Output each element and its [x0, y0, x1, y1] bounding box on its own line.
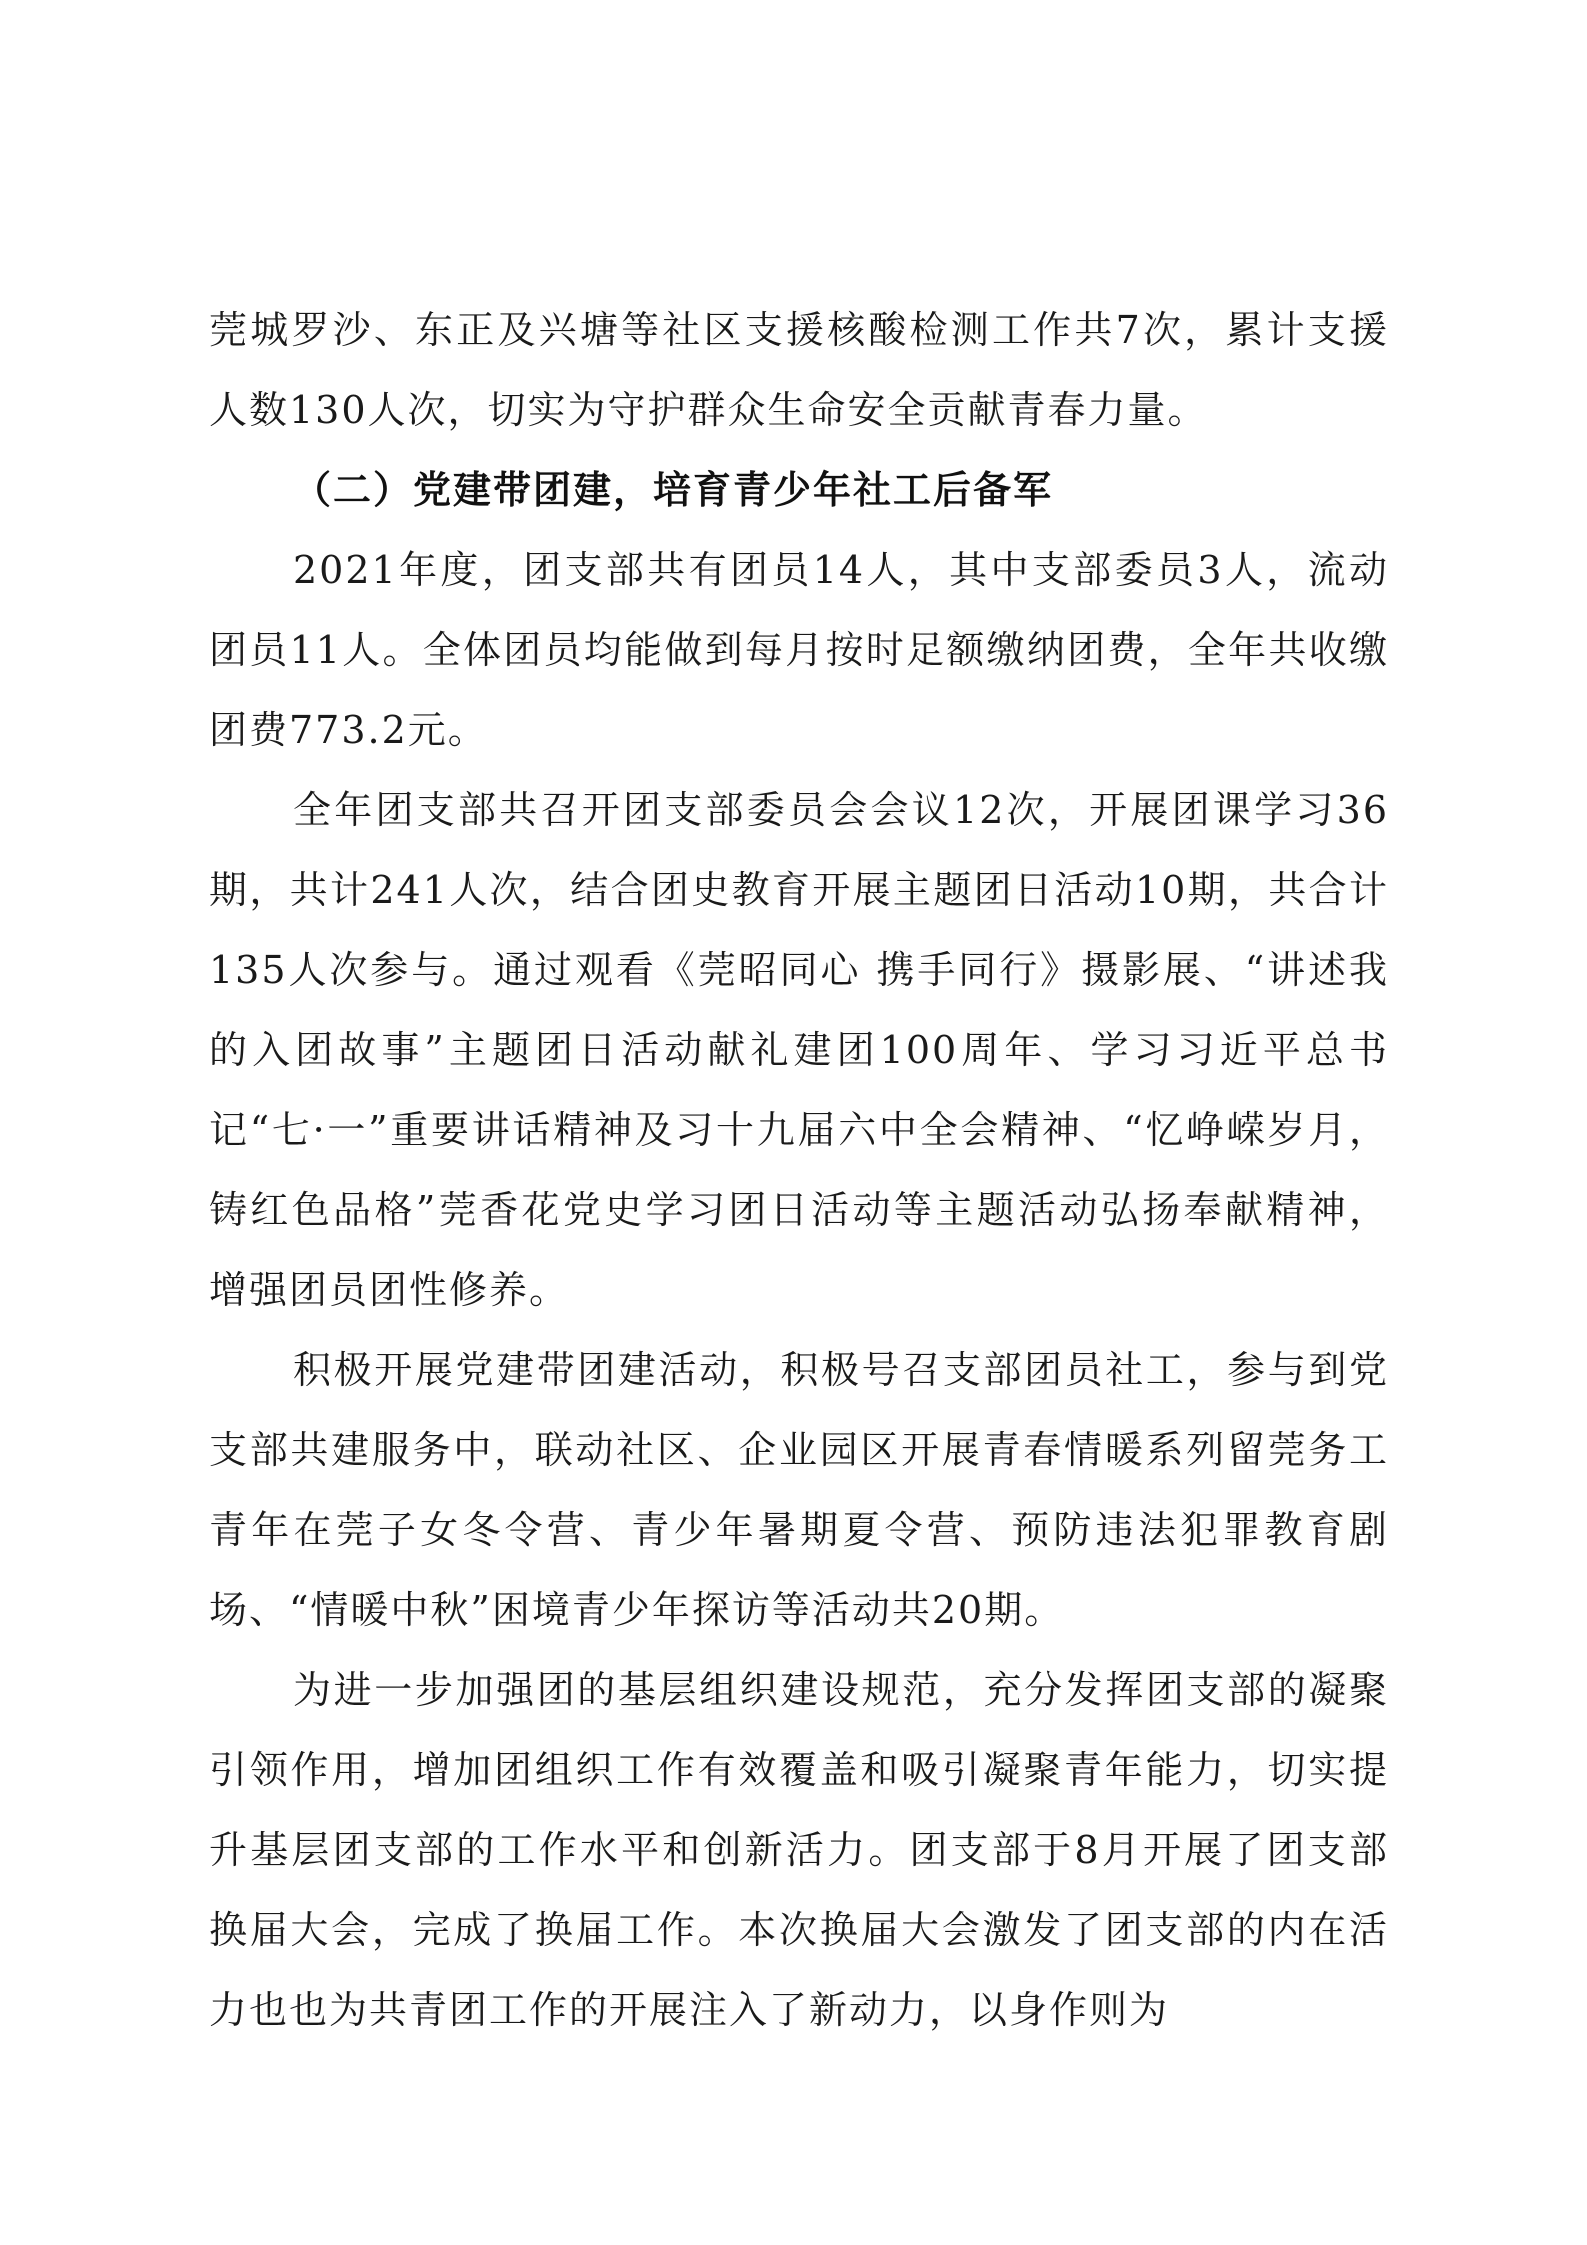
- paragraph-activities: 积极开展党建带团建活动，积极号召支部团员社工，参与到党支部共建服务中，联动社区、企业园区开展青春情暖系列留莞务工青年在莞子女冬令营、青少年暑期夏令营、预防违法犯罪教育剧场、“情暖中秋”困境青少年探访等活动共20期。: [209, 1348, 1389, 1632]
- paragraph-reelection: 为进一步加强团的基层组织建设规范，充分发挥团支部的凝聚引领作用，增加团组织工作有效覆盖和吸引凝聚青年能力，切实提升基层团支部的工作水平和创新活力。团支部于8月开展了团支部换届大会，完成了换届工作。本次换届大会激发了团支部的内在活力也也为共青团工作的开展注入了新动力，以身作则为: [209, 1668, 1389, 2032]
- section-heading: （二）党建带团建，培育青少年社工后备军: [293, 468, 1054, 512]
- continuation-paragraph: 莞城罗沙、东正及兴塘等社区支援核酸检测工作共7次，累计支援人数130人次，切实为守护群众生命安全贡献青春力量。: [209, 308, 1389, 432]
- paragraph-membership: 2021年度，团支部共有团员14人，其中支部委员3人，流动团员11人。全体团员均能做到每月按时足额缴纳团费，全年共收缴团费773.2元。: [209, 548, 1389, 752]
- paragraph-meetings: 全年团支部共召开团支部委员会会议12次，开展团课学习36期，共计241人次，结合团史教育开展主题团日活动10期，共合计135人次参与。通过观看《莞昭同心 携手同行》摄影展、“讲述我的入团故事”主题团日活动献礼建团100周年、学习习近平总书记“七·一”重要讲话精神及习十九届六中全会精神、“忆峥嵘岁月，铸红色品格”莞香花党史学习团日活动等主题活动弘扬奉献精神，增强团员团性修养。: [209, 788, 1389, 1312]
- document-body: [209, 290, 1389, 2050]
